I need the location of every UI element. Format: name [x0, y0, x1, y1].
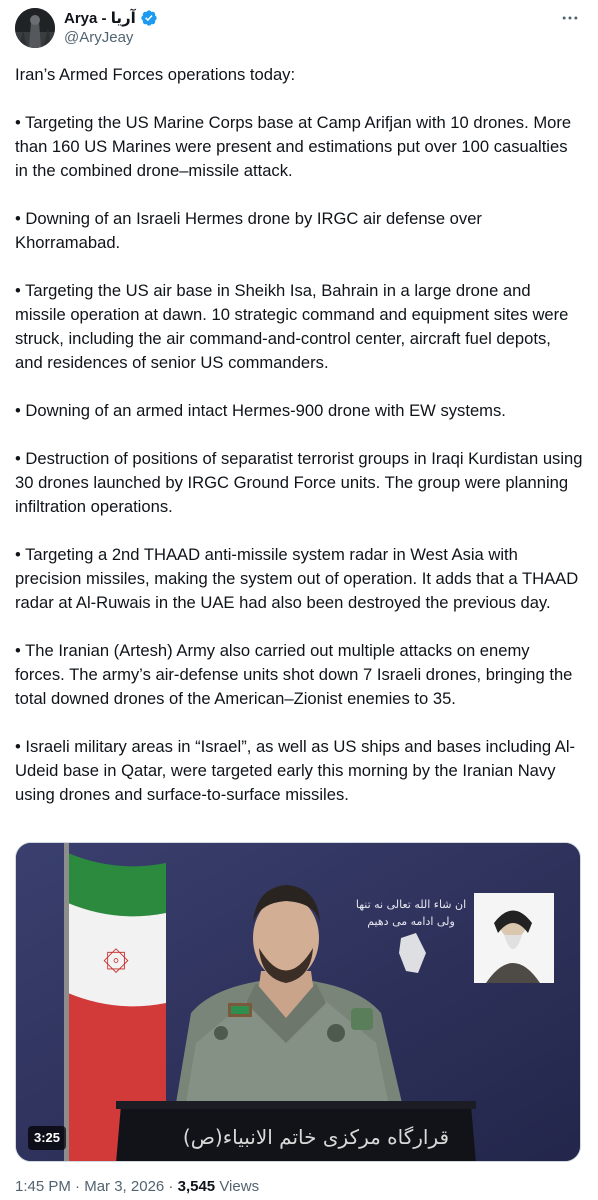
tweet-paragraph: • Downing of an armed intact Hermes-900 drone with EW systems. — [15, 401, 506, 420]
avatar[interactable] — [15, 8, 55, 48]
tweet-time[interactable]: 1:45 PM — [15, 1178, 71, 1195]
video-duration-badge: 3:25 — [28, 1126, 66, 1150]
author-display-name[interactable]: Arya - آریا — [64, 10, 136, 27]
meta-separator: · — [70, 1178, 85, 1195]
tweet-date[interactable]: Mar 3, 2026 — [84, 1178, 165, 1195]
tweet-paragraph: • Targeting a 2nd THAAD anti-missile system radar in West Asia with precision missiles, making the system out of operation. It adds that a THAAD radar at Al-Ruwais in the UAE had also been destroyed the previous day. — [15, 545, 579, 612]
tweet-paragraph: • Targeting the US Marine Corps base at Camp Arifjan with 10 drones. More than 160 US Marines were present and estimations put over 100 casualties in the combined drone–missile attack. — [15, 113, 572, 180]
podium-text: قرارگاه مرکزی خاتم الانبیاء(ص) — [182, 1125, 450, 1149]
views-count: 3,545 — [177, 1178, 216, 1195]
tweet-paragraph: • Destruction of positions of separatist terrorist groups in Iraqi Kurdistan using 30 drones launched by IRGC Ground Force units. The group were planning infiltration operations. — [15, 449, 583, 516]
tweet-meta — [15, 1178, 259, 1195]
video-player[interactable] — [15, 842, 581, 1162]
views-label: Views — [215, 1178, 260, 1195]
tweet-header — [0, 0, 598, 56]
verified-badge-icon[interactable] — [140, 9, 158, 27]
meta-separator: · — [164, 1178, 178, 1195]
tweet-paragraph: • Targeting the US air base in Sheikh Isa, Bahrain in a large drone and missile operation at dawn. 10 strategic command and equipment sites were struck, including the air command-and-control center, aircraft fuel depots, and residences of senior US commanders. — [15, 281, 569, 372]
poster-text: ان شاء الله تعالی نه تنها — [355, 898, 467, 911]
tweet-text — [15, 63, 583, 831]
svg-text:۞: ۞ — [103, 928, 129, 979]
tweet-paragraph: • Israeli military areas in “Israel”, as well as US ships and bases including Al-Udeid base in Qatar, were targeted early this morning by the Iranian Navy using drones and surface-to-surface missiles. — [15, 737, 576, 804]
podium — [116, 1101, 476, 1162]
tweet-paragraph: • Downing of an Israeli Hermes drone by IRGC air defense over Khorramabad. — [15, 209, 482, 252]
author-handle[interactable]: @AryJeay — [64, 29, 134, 46]
video-thumbnail — [16, 843, 581, 1162]
more-horizontal-icon[interactable] — [556, 6, 584, 30]
author-block — [64, 8, 158, 46]
svg-text:ولی ادامه می دهیم: ولی ادامه می دهیم — [367, 915, 455, 928]
avatar-image — [15, 8, 55, 48]
tweet-paragraph: • The Iranian (Artesh) Army also carried out multiple attacks on enemy forces. The army’s air-defense units shot down 7 Israeli drones, bringing the total downed drones of the American–Zionist enemies to 35. — [15, 641, 573, 708]
tweet-paragraph: Iran’s Armed Forces operations today: — [15, 65, 296, 84]
